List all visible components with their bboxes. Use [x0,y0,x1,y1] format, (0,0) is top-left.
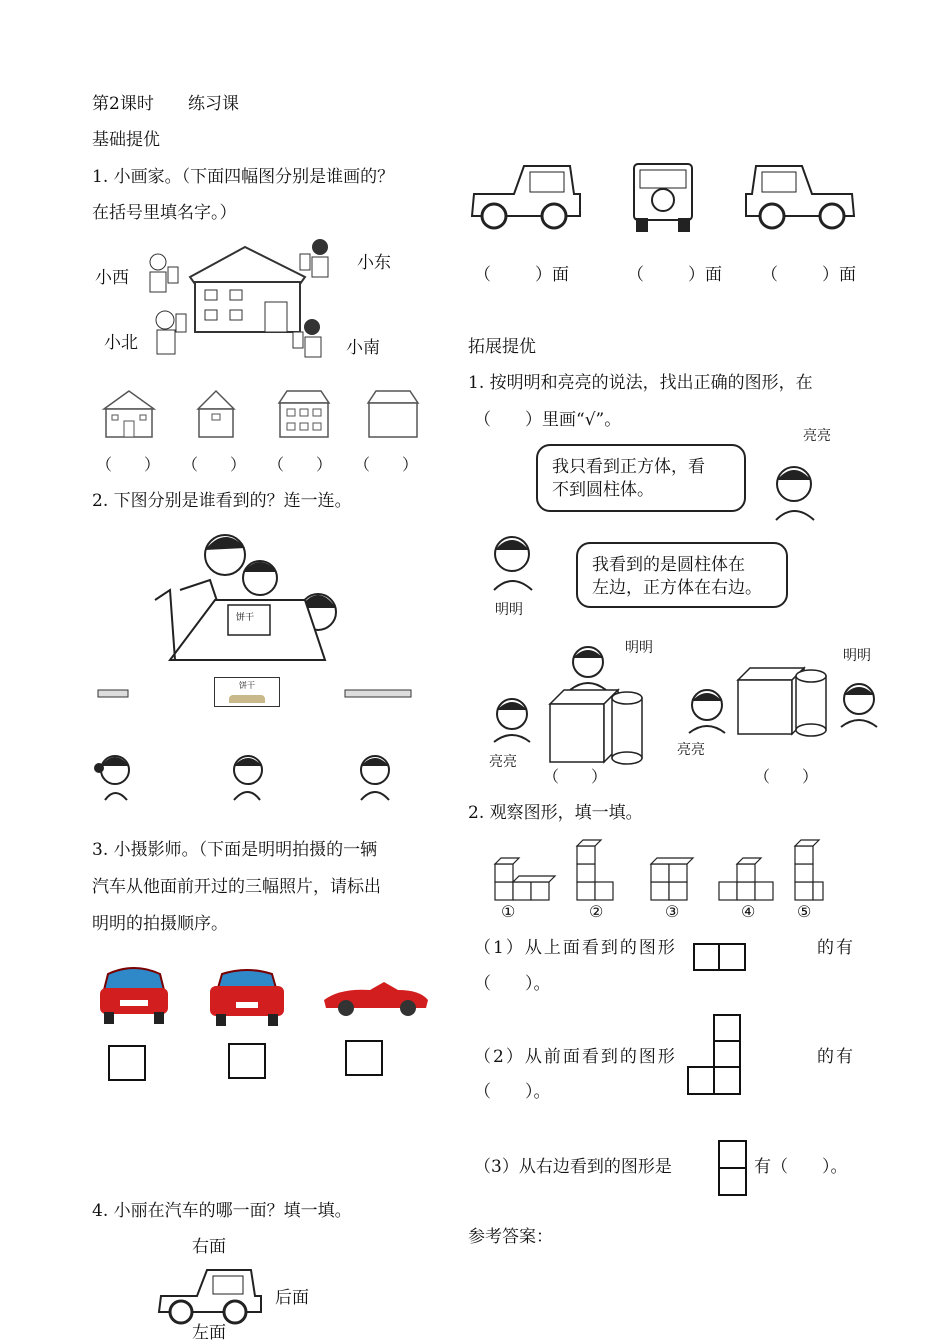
ext-q1-line2-open[interactable]: （ ）里画“ [474,410,585,430]
shape-two-squares-right [718,943,746,971]
fig-num-5: ⑤ [797,902,812,921]
order-box-3[interactable] [345,1040,383,1076]
q3-text-line2: 汽车从他面前开过的三幅照片，请标出 [92,877,381,897]
ext-q1-line2-close: ”。 [595,410,622,430]
ext-q2-s2-suffix: 的有 [817,1047,855,1067]
q4-text: 4. 小丽在汽车的哪一面？填一填。 [92,1201,352,1221]
bubble-ming-line2: 左边，正方体在右边。 [592,577,762,598]
label-back-side: 后面 [275,1288,309,1308]
shape-l-mid [713,1040,741,1068]
liangliang-a-face-icon [490,692,534,744]
ext-q1-line1: 1. 按明明和亮亮的说法，找出正确的图形，在 [468,373,813,393]
q3-text-line1: 3. 小摄影师。（下面是明明拍摄的一辆 [92,840,378,860]
q3-text-line3: 明明的拍摄顺序。 [92,914,228,934]
bubble-ming-line1: 我看到的是圆柱体在 [592,555,745,575]
boy-face-icon [228,748,268,803]
house-view-windows [277,389,331,439]
lesson-label: 第2课时 [92,94,154,114]
shape-vertical-bottom [718,1167,747,1196]
ext-q1-line2 [474,410,621,430]
table-scene-illustration [150,530,360,670]
fig-num-4: ④ [741,902,756,921]
jeep-blank-2-close[interactable]: ）面 [688,265,722,285]
ext-q2-s1-suffix: 的有 [817,938,855,958]
house-view-front [102,389,156,439]
jeep-blank-3-open: （ [761,265,778,285]
jeep-side-illustration [155,1262,265,1326]
order-box-1[interactable] [108,1045,146,1081]
bubble-liang-line2: 不到圆柱体。 [552,479,654,500]
mingming-b-face-icon [837,677,881,729]
page-title: 练习课 [188,94,239,114]
red-car-front-icon [98,960,170,1028]
liangliang-face-icon [770,460,820,522]
q1-blank-2[interactable]: （ ） [182,455,247,474]
ext-q1-blank-a[interactable]: （ ） [543,767,608,786]
label-mingming-b: 明明 [843,648,871,664]
q1-blank-4[interactable]: （ ） [354,455,419,474]
boy2-face-icon [355,748,395,803]
q1-blank-1[interactable]: （ ） [96,455,161,474]
order-box-2[interactable] [228,1043,266,1079]
svg-text:饼干: 饼干 [236,613,255,623]
jeep-blank-2-open: （ [627,265,644,285]
bubble-liang-line1: 我只看到正方体，看 [552,457,705,477]
jeep-side-view-2 [744,160,856,236]
shape-vertical-top [718,1140,747,1169]
ext-q2-s1-blank[interactable]: （ ）。 [474,974,551,994]
mingming-face-icon [488,530,538,592]
view-biscuit-box [214,677,280,707]
label-liangliang-top: 亮亮 [803,428,831,444]
section-heading-basic: 基础提优 [92,130,160,150]
name-xiaoxi: 小西 [95,268,129,288]
ext-q2-text: 2. 观察图形，填一填。 [468,803,643,823]
q1-blank-3[interactable]: （ ） [268,455,333,474]
ext-q2-s3-suffix[interactable]: 有（ ）。 [754,1157,848,1177]
house-scene-illustration [140,232,350,372]
cube-cylinder-a [546,686,646,766]
shape-l-top [713,1014,741,1042]
mingming-a-face-icon [566,640,610,692]
cube-stacks-figures [493,846,853,910]
view-thin-left [97,688,129,700]
jeep-side-view-1 [470,160,582,236]
q1-text-line1: 1. 小画家。（下面四幅图分别是谁画的？ [92,167,395,187]
q2-text: 2. 下图分别是谁看到的？连一连。 [92,491,352,511]
cube-cylinder-b [736,666,832,738]
ext-q1-blank-b[interactable]: （ ） [754,767,819,786]
fig-num-2: ② [589,902,604,921]
name-xiaonan: 小南 [346,338,380,358]
house-view-side [196,389,236,439]
red-car-side-icon [320,976,432,1018]
label-mingming: 明明 [495,602,523,618]
fig-num-3: ③ [665,902,680,921]
shape-l-bottom [713,1066,741,1095]
bubble-liangliang [536,444,746,512]
shape-two-squares-left [693,943,720,971]
section-heading-extend: 拓展提优 [468,337,536,357]
name-xiaobei: 小北 [104,333,138,353]
name-xiaodong: 小东 [357,253,391,273]
ext-q2-s1-text: （1）从上面看到的图形 [474,938,677,958]
label-liangliang-a: 亮亮 [489,754,517,770]
answers-heading: 参考答案： [468,1227,553,1247]
ext-q2-s2-blank[interactable]: （ ）。 [474,1082,551,1102]
ext-q2-s2-text: （2）从前面看到的图形 [474,1047,677,1067]
label-liangliang-b: 亮亮 [677,742,705,758]
jeep-blank-1-close[interactable]: ）面 [535,265,569,285]
label-left-side: 左面 [192,1323,226,1343]
girl-face-icon [93,748,133,803]
red-car-back-icon [208,962,286,1030]
biscuit-label: 饼干 [239,681,255,690]
jeep-blank-3-close[interactable]: ）面 [822,265,856,285]
jeep-back-view [628,160,698,236]
fig-num-1: ① [501,902,516,921]
jeep-blank-1-open: （ [474,265,491,285]
ext-q2-s3-text: （3）从右边看到的图形是 [474,1157,672,1177]
view-thin-right [344,688,412,700]
liangliang-b-face-icon [685,683,729,735]
label-right-side: 右面 [192,1237,226,1257]
shape-l-left [687,1066,715,1095]
check-mark: √ [584,410,596,430]
biscuit-pattern [229,695,265,703]
bubble-mingming [576,542,788,608]
q1-text-line2: 在括号里填名字。） [92,203,237,223]
house-view-back [366,389,420,439]
label-mingming-a: 明明 [625,640,653,656]
